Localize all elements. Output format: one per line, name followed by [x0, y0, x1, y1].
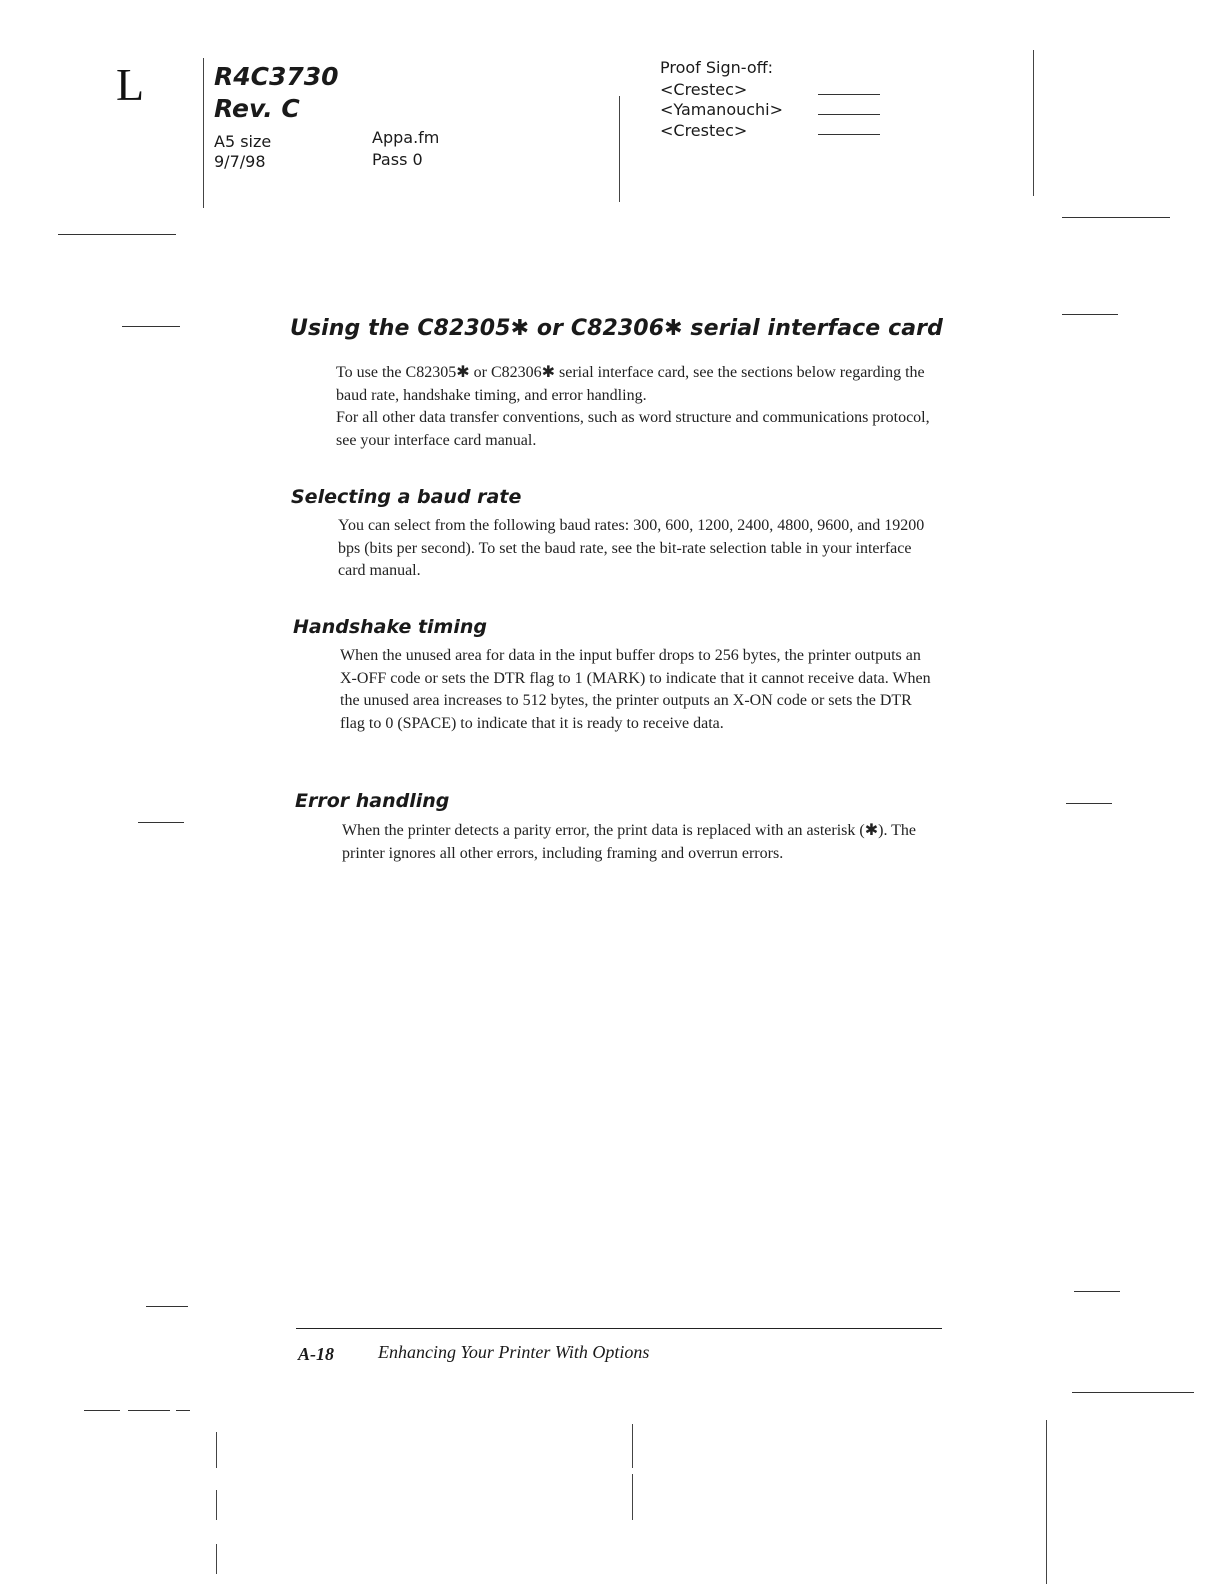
footer-rule — [296, 1328, 942, 1329]
proof-signoff-title: Proof Sign-off: — [660, 58, 774, 77]
crop-mark — [1062, 314, 1118, 315]
section-text-error-handling: When the printer detects a parity error, the print data is replaced with an asterisk (✱). The printer ignores all other errors, including framing and overrun errors. — [342, 822, 917, 862]
crop-mark — [1074, 1291, 1120, 1292]
page-size-label: A5 size — [214, 132, 272, 151]
header-divider-center — [619, 96, 620, 202]
crop-mark — [632, 1424, 633, 1468]
page-number: A-18 — [298, 1344, 334, 1364]
crop-mark — [84, 1410, 120, 1411]
intro-paragraph-2: For all other data transfer conventions, such as word structure and communications protocol, see your interface card manual. — [336, 409, 930, 449]
signoff-line — [818, 94, 880, 95]
signoff-line — [818, 114, 880, 115]
proof-signoff-entry: <Crestec> — [660, 121, 748, 140]
crop-mark — [122, 326, 180, 327]
section-heading-baud-rate: Selecting a baud rate — [291, 486, 522, 508]
crop-mark — [1072, 1392, 1194, 1393]
section-heading-handshake: Handshake timing — [293, 616, 487, 638]
section-text-handshake: When the unused area for data in the input buffer drops to 256 bytes, the printer outputs an X-OFF code or sets the DTR flag to 1 (MARK) to indicate that it cannot receive data. When the unused area increases to 512 bytes, the printer outputs an X-ON code or sets the DTR flag to 0 (SPACE) to indicate that it is ready to receive data. — [340, 647, 931, 732]
crop-mark — [128, 1410, 170, 1411]
crop-mark — [146, 1306, 188, 1307]
proof-signoff-entry: <Crestec> — [660, 80, 748, 99]
crop-mark — [1046, 1420, 1047, 1584]
footer-chapter-title: Enhancing Your Printer With Options — [378, 1342, 650, 1362]
date-label: 9/7/98 — [214, 152, 266, 171]
file-name-label: Appa.fm — [372, 128, 440, 147]
header-divider-left — [203, 58, 204, 208]
section-heading-error-handling: Error handling — [295, 790, 450, 812]
section-text-baud-rate: You can select from the following baud rates: 300, 600, 1200, 2400, 4800, 9600, and 19200 bps (bits per second). To set the baud rate, see the bit-rate selection table in your interface card manual. — [338, 517, 925, 579]
crop-mark — [176, 1410, 190, 1411]
header-divider-right — [1033, 50, 1034, 196]
crop-mark — [138, 822, 184, 823]
document-revision: Rev. C — [214, 94, 300, 123]
side-letter: L — [116, 59, 145, 110]
crop-mark — [216, 1544, 217, 1574]
crop-mark — [216, 1432, 217, 1468]
intro-paragraph: To use the C82305✱ or C82306✱ serial interface card, see the sections below regarding the baud rate, handshake timing, and error handling. — [336, 364, 925, 404]
proof-signoff-entry: <Yamanouchi> — [660, 100, 784, 119]
pass-label: Pass 0 — [372, 150, 423, 169]
crop-mark — [632, 1474, 633, 1520]
crop-mark — [1062, 217, 1170, 218]
document-code: R4C3730 — [214, 62, 339, 91]
signoff-line — [818, 134, 880, 135]
crop-mark — [58, 234, 176, 235]
crop-mark — [1066, 803, 1112, 804]
page-title: Using the C82305✱ or C82306✱ serial interface card — [290, 316, 943, 341]
crop-mark — [216, 1490, 217, 1520]
